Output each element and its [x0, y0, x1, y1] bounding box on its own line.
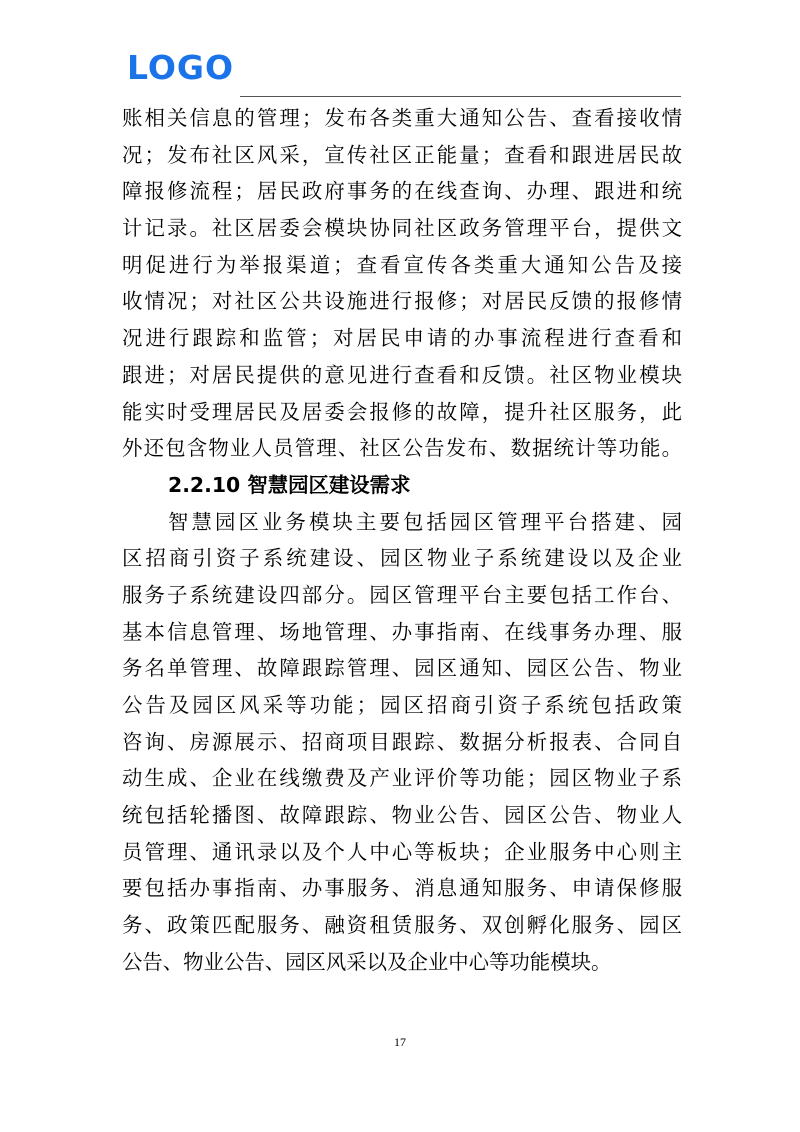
paragraph-line: 智慧园区业务模块主要包括园区管理平台搭建、园	[168, 509, 682, 534]
paragraph-line: 务、政策匹配服务、融资租赁服务、双创孵化服务、园区	[122, 913, 682, 938]
paragraph-line: 员管理、通讯录以及个人中心等板块；企业服务中心则主	[122, 839, 682, 864]
paragraph-line: 外还包含物业人员管理、社区公告发布、数据统计等功能。	[122, 436, 682, 461]
header-divider	[240, 96, 681, 97]
paragraph-line: 况；发布社区风采，宣传社区正能量；查看和跟进居民故	[122, 142, 682, 167]
logo: LOGO	[127, 48, 235, 87]
paragraph-line: 跟进；对居民提供的意见进行查看和反馈。社区物业模块	[122, 362, 682, 387]
paragraph-line: 能实时受理居民及居委会报修的故障，提升社区服务，此	[122, 399, 682, 424]
paragraph-line: 动生成、企业在线缴费及产业评价等功能；园区物业子系	[122, 766, 682, 791]
paragraph-line: 公告及园区风采等功能；园区招商引资子系统包括政策	[122, 693, 682, 717]
paragraph-line: 账相关信息的管理；发布各类重大通知公告、查看接收情	[122, 106, 682, 130]
paragraph-line: 务名单管理、故障跟踪管理、园区通知、园区公告、物业	[122, 656, 682, 681]
paragraph-line: 要包括办事指南、办事服务、消息通知服务、申请保修服	[122, 876, 682, 901]
paragraph-line: 公告、物业公告、园区风采以及企业中心等功能模块。	[122, 949, 612, 974]
paragraph-line: 收情况；对社区公共设施进行报修；对居民反馈的报修情	[122, 289, 682, 314]
paragraph-line: 况进行跟踪和监管；对居民申请的办事流程进行查看和	[122, 326, 682, 351]
paragraph-line: 明促进行为举报渠道；查看宣传各类重大通知公告及接	[122, 252, 682, 277]
section-heading: 2.2.10 智慧园区建设需求	[168, 472, 411, 497]
paragraph-line: 咨询、房源展示、招商项目跟踪、数据分析报表、合同自	[122, 729, 682, 754]
page-number: 17	[394, 1035, 406, 1049]
paragraph-line: 计记录。社区居委会模块协同社区政务管理平台，提供文	[122, 216, 682, 241]
paragraph-line: 统包括轮播图、故障跟踪、物业公告、园区公告、物业人	[122, 803, 682, 828]
paragraph-line: 基本信息管理、场地管理、办事指南、在线事务办理、服	[122, 619, 682, 644]
paragraph-line: 障报修流程；居民政府事务的在线查询、办理、跟进和统	[122, 179, 682, 204]
paragraph-line: 区招商引资子系统建设、园区物业子系统建设以及企业	[122, 546, 682, 571]
document-body	[122, 100, 682, 981]
paragraph-line: 服务子系统建设四部分。园区管理平台主要包括工作台、	[122, 582, 682, 607]
